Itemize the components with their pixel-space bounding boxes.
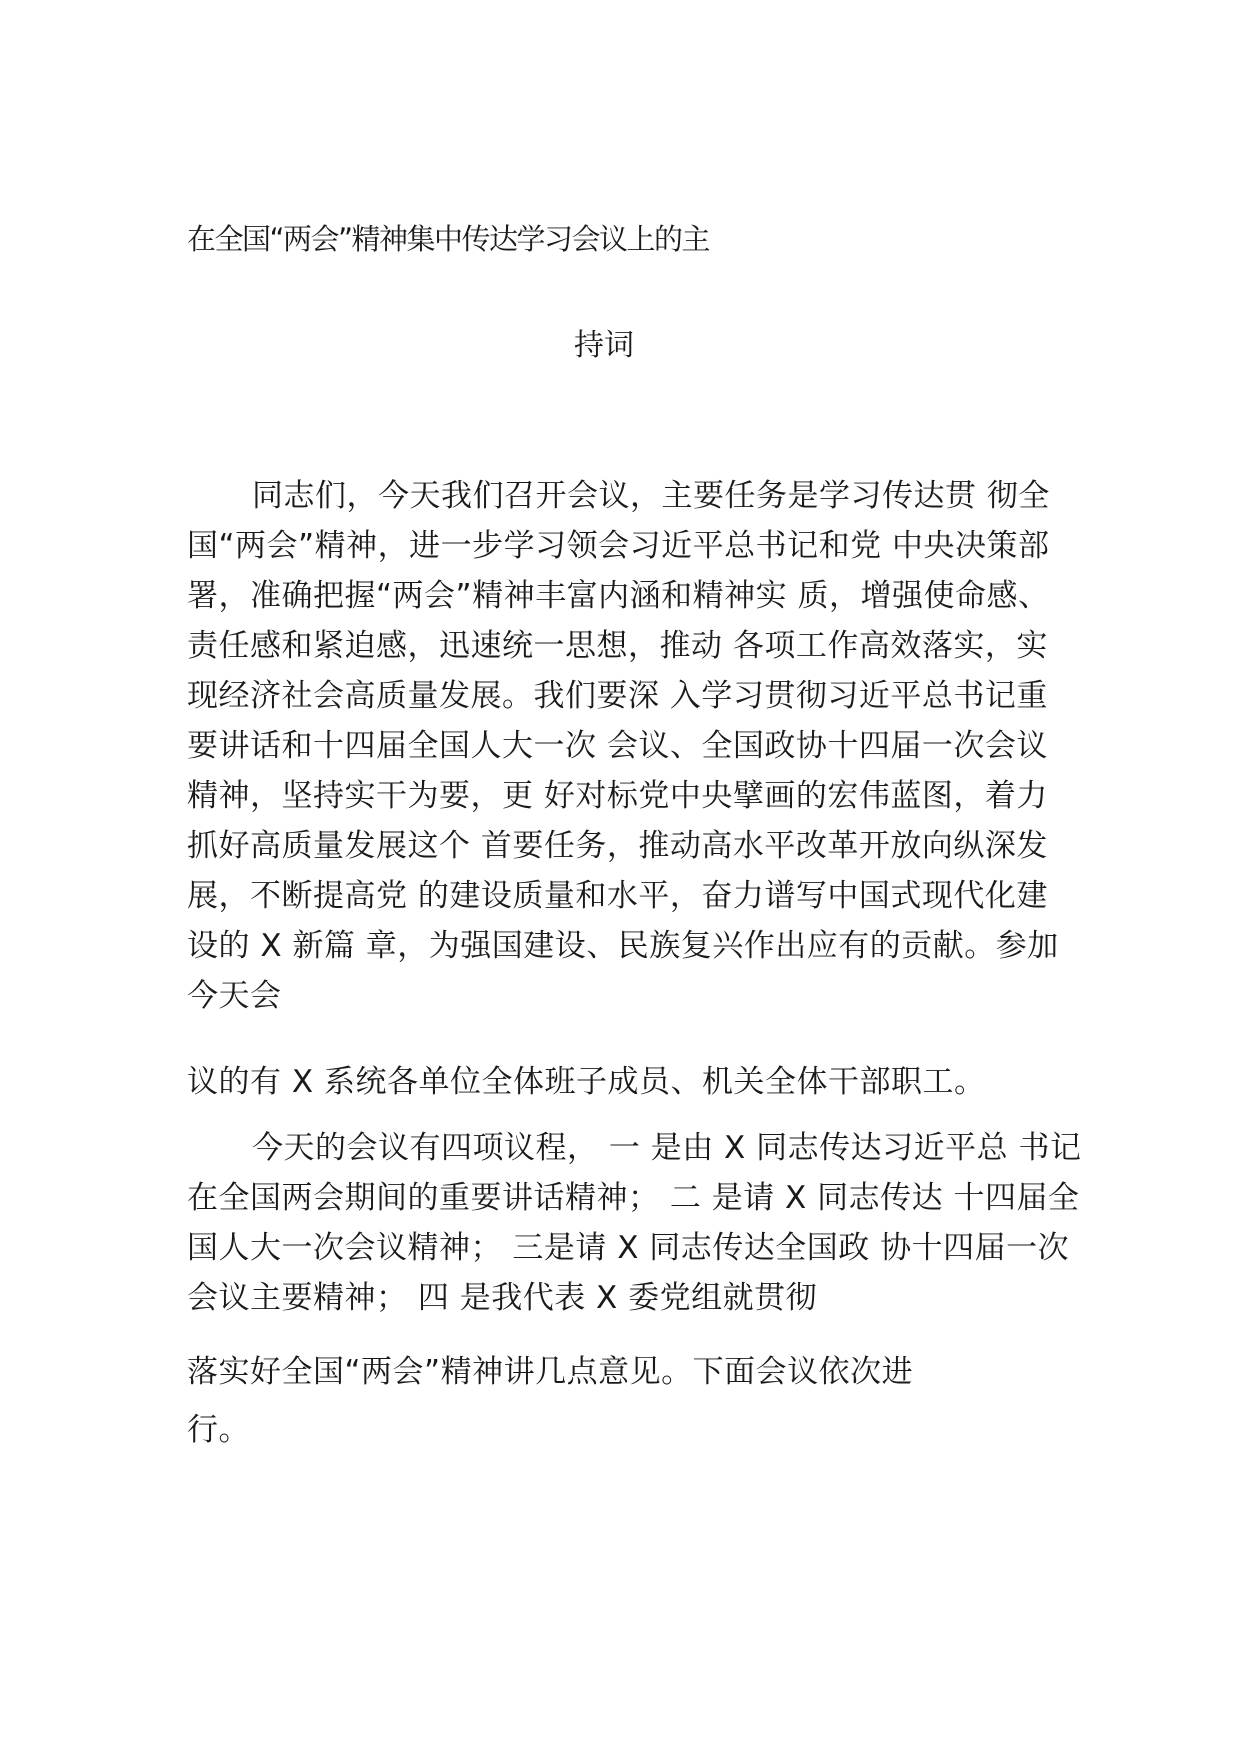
paragraph-2-line: 会议主要精神； 四 是我代表 X 委党组就贯彻 [187,1280,818,1316]
paragraph-1-line: 责任感和紧迫感，迅速统一思想，推动 各项工作高效落实，实 [187,628,1048,664]
paragraph-2-tail-line: 落实好全国“两会”精神讲几点意见。下面会议依次进 [187,1354,914,1390]
paragraph-1-line: 署，准确把握“两会”精神丰富内涵和精神实 质，增强使命感、 [187,578,1050,614]
paragraph-1-line: 现经济社会高质量发展。我们要深 入学习贯彻习近平总书记重 [187,678,1048,714]
paragraph-1-line: 展，不断提高党 的建设质量和水平，奋力谱写中国式现代化建 [187,878,1048,914]
paragraph-2-line: 在全国两会期间的重要讲话精神； 二 是请 X 同志传达 十四届全 [187,1180,1080,1216]
paragraph-1-line: 同志们，今天我们召开会议，主要任务是学习传达贯 彻全 [252,478,1050,514]
paragraph-1-line: 今天会 [187,978,282,1014]
paragraph-2-line: 今天的会议有四项议程， 一 是由 X 同志传达习近平总 书记 [252,1130,1082,1166]
paragraph-1-line: 精神，坚持实干为要，更 好对标党中央擘画的宏伟蓝图，着力 [187,778,1048,814]
paragraph-1-line: 国“两会”精神，进一步学习领会习近平总书记和党 中央决策部 [187,528,1050,564]
paragraph-2-tail-line: 行。 [187,1412,250,1448]
paragraph-1-line: 设的 X 新篇 章，为强国建设、民族复兴作出应有的贡献。参加 [187,928,1059,964]
paragraph-1-line: 抓好高质量发展这个 首要任务，推动高水平改革开放向纵深发 [187,828,1048,864]
document-title-line-2: 持词 [574,328,634,363]
paragraph-2-line: 国人大一次会议精神； 三是请 X 同志传达全国政 协十四届一次 [187,1230,1070,1266]
document-title-line-1: 在全国“两会”精神集中传达学习会议上的主 [187,222,710,256]
paragraph-1-line: 要讲话和十四届全国人大一次 会议、全国政协十四届一次会议 [187,728,1048,764]
paragraph-1-tail: 议的有 X 系统各单位全体班子成员、机关全体干部职工。 [187,1064,986,1100]
